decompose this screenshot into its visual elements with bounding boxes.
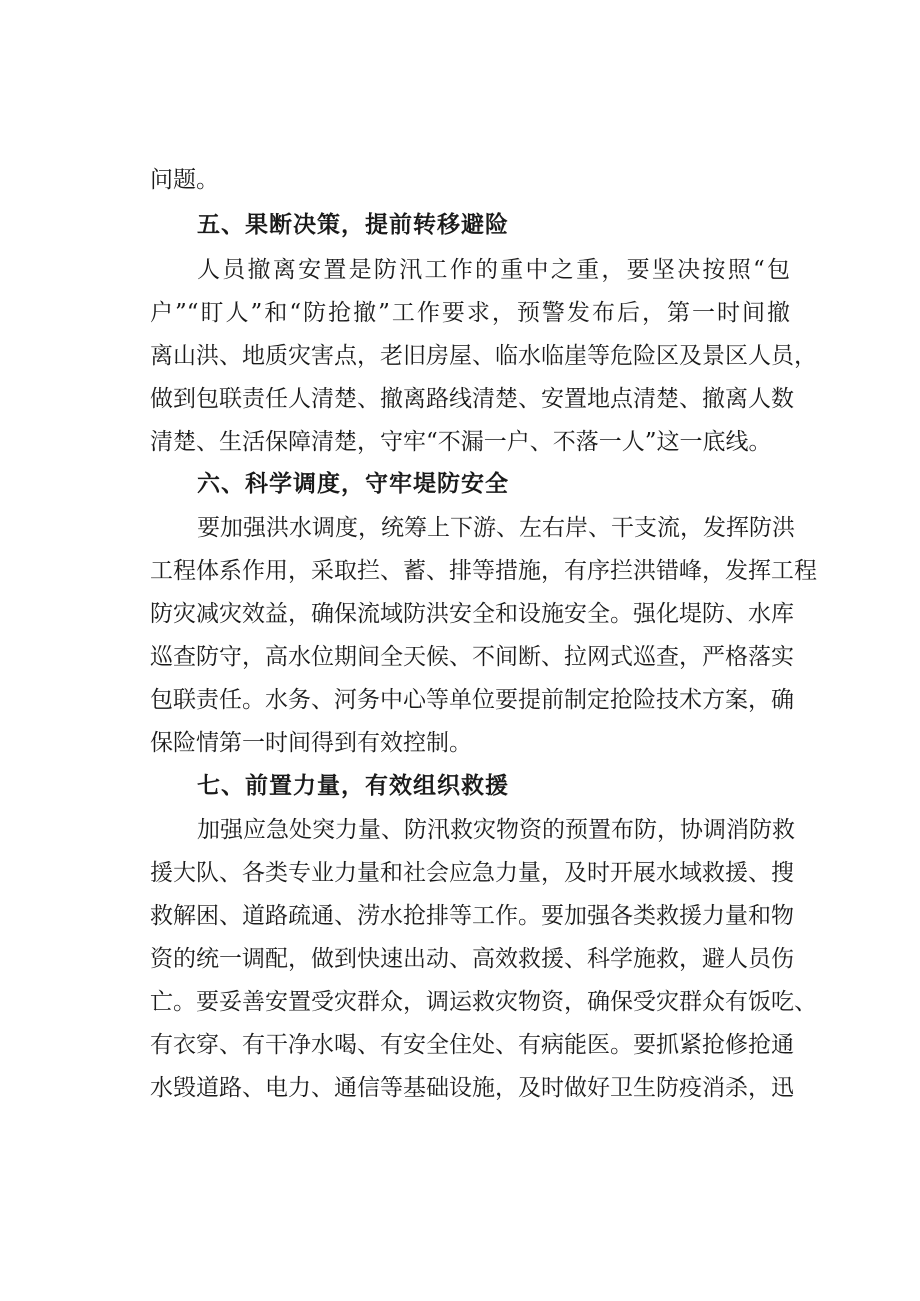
paragraph-line: 水毁道路、电力、通信等基础设施，及时做好卫生防疫消杀，迅 <box>150 1075 794 1101</box>
paragraph-line: 加强应急处突力量、防汛救灾物资的预置布防，协调消防救 <box>197 817 795 843</box>
paragraph-line: 包联责任。水务、河务中心等单位要提前制定抢险技术方案，确 <box>150 687 794 713</box>
paragraph-line: 要加强洪水调度，统筹上下游、左右岸、干支流，发挥防洪 <box>197 515 795 541</box>
section-heading-5: 五、果断决策，提前转移避险 <box>197 212 509 238</box>
paragraph-line: 清楚、生活保障清楚，守牢“不漏一户、不落一人”这一底线。 <box>150 429 772 455</box>
paragraph-line: 保险情第一时间得到有效控制。 <box>150 730 472 756</box>
paragraph-line: 做到包联责任人清楚、撤离路线清楚、安置地点清楚、撤离人数 <box>150 386 794 412</box>
paragraph-line: 资的统一调配，做到快速出动、高效救援、科学施救，避人员伤 <box>150 946 794 972</box>
paragraph-line: 户”“盯人”和“防抢撤”工作要求，预警发布后，第一时间撤 <box>150 300 790 326</box>
paragraph-line: 救解困、道路疏通、涝水抢排等工作。要加强各类救援力量和物 <box>150 903 794 929</box>
paragraph-line: 人员撤离安置是防汛工作的重中之重，要坚决按照“包 <box>197 257 790 283</box>
paragraph-line: 工程体系作用，采取拦、蓄、排等措施，有序拦洪错峰，发挥工程 <box>150 558 817 584</box>
paragraph-line: 巡查防守，高水位期间全天候、不间断、拉网式巡查，严格落实 <box>150 644 794 670</box>
paragraph-line: 防灾减灾效益，确保流域防洪安全和设施安全。强化堤防、水库 <box>150 601 794 627</box>
paragraph-line: 离山洪、地质灾害点，老旧房屋、临水临崖等危险区及景区人员， <box>150 343 817 369</box>
paragraph-line: 亡。要妥善安置受灾群众，调运救灾物资，确保受灾群众有饭吃、 <box>150 989 817 1015</box>
paragraph-line: 有衣穿、有干净水喝、有安全住处、有病能医。要抓紧抢修抢通 <box>150 1032 794 1058</box>
section-heading-6: 六、科学调度，守牢堤防安全 <box>197 471 509 497</box>
paragraph-line: 援大队、各类专业力量和社会应急力量，及时开展水域救援、搜 <box>150 860 794 886</box>
paragraph-line: 问题。 <box>150 167 219 193</box>
section-heading-7: 七、前置力量，有效组织救援 <box>197 773 509 799</box>
